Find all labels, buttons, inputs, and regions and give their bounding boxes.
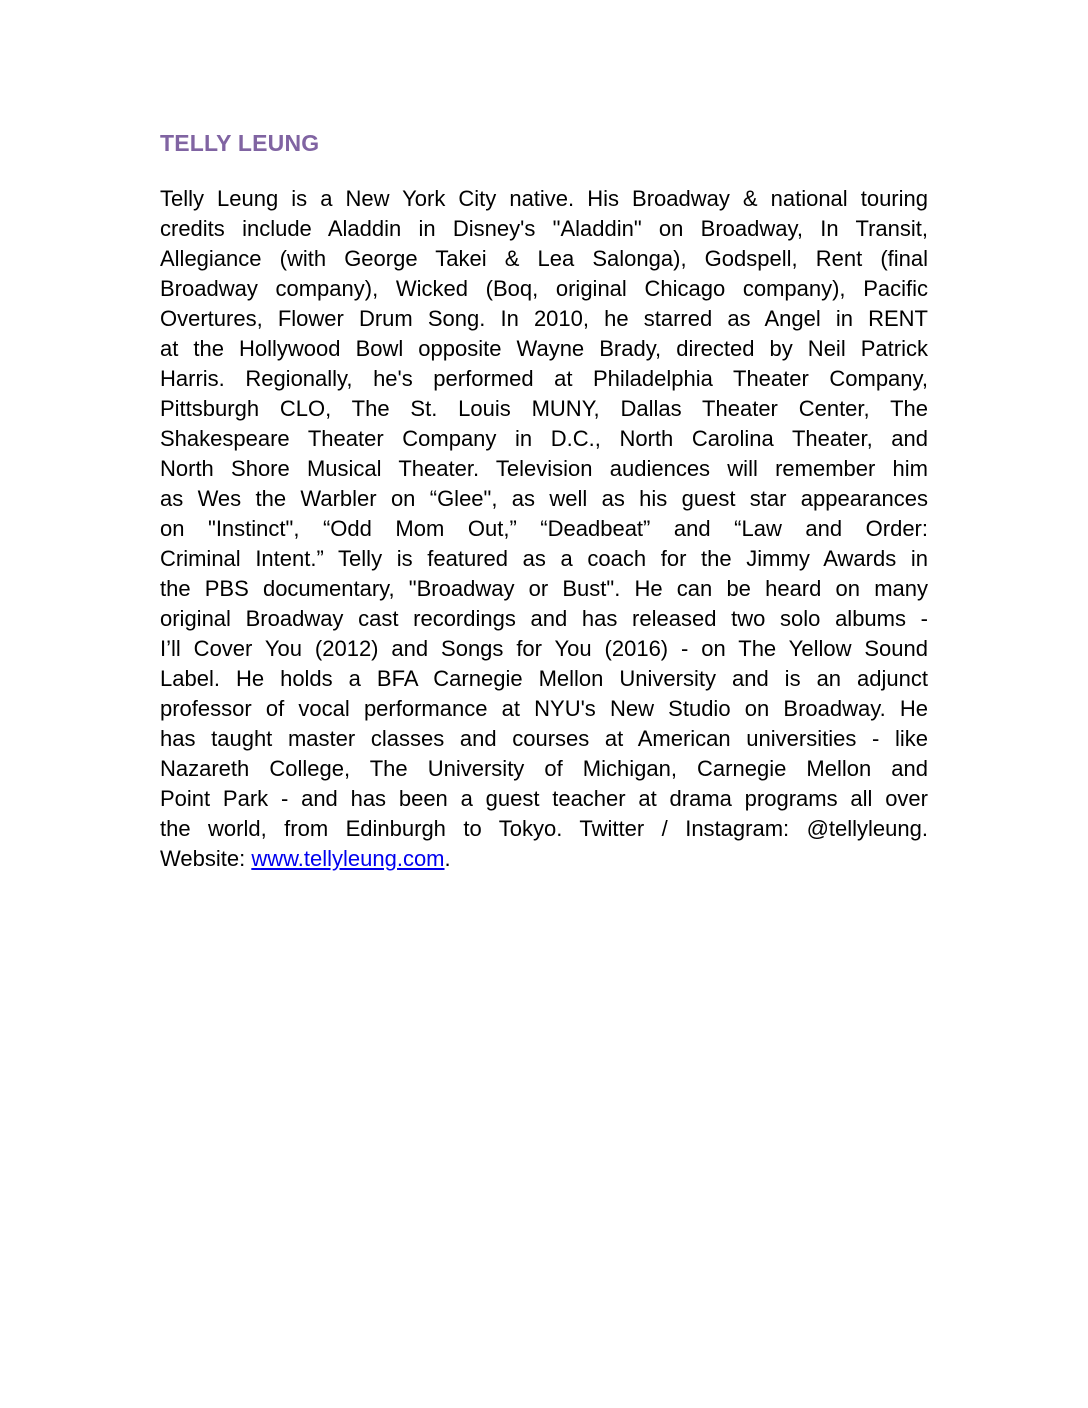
bio-line: original Broadway cast recordings and has released two solo albums - — [160, 606, 928, 631]
bio-line: Telly Leung is a New York City native. His Broadway & national touring — [160, 186, 928, 211]
bio-line: Broadway company), Wicked (Boq, original Chicago company), Pacific — [160, 276, 928, 301]
bio-line: credits include Aladdin in Disney's "Aladdin" on Broadway, In Transit, — [160, 216, 928, 241]
bio-line: Nazareth College, The University of Michigan, Carnegie Mellon and — [160, 756, 928, 781]
bio-line: on "Instinct", “Odd Mom Out,” “Deadbeat” and “Law and Order: — [160, 516, 928, 541]
bio-line: Harris. Regionally, he's performed at Philadelphia Theater Company, — [160, 366, 928, 391]
bio-line: professor of vocal performance at NYU's New Studio on Broadway. He — [160, 696, 928, 721]
website-suffix: . — [444, 846, 451, 871]
website-label: Website: — [160, 846, 252, 871]
bio-line: Label. He holds a BFA Carnegie Mellon University and is an adjunct — [160, 666, 928, 691]
bio-heading: TELLY LEUNG — [160, 130, 320, 156]
bio-line: has taught master classes and courses at American universities - like — [160, 726, 928, 751]
bio-paragraph — [160, 184, 928, 874]
bio-line: the world, from Edinburgh to Tokyo. Twitter / Instagram: @tellyleung. — [160, 816, 928, 841]
bio-line: Allegiance (with George Takei & Lea Salonga), Godspell, Rent (final — [160, 246, 928, 271]
bio-line: as Wes the Warbler on “Glee", as well as his guest star appearances — [160, 486, 928, 511]
bio-line: Overtures, Flower Drum Song. In 2010, he starred as Angel in RENT — [160, 306, 928, 331]
bio-line: the PBS documentary, "Broadway or Bust". He can be heard on many — [160, 576, 928, 601]
bio-line: I’ll Cover You (2012) and Songs for You (2016) - on The Yellow Sound — [160, 636, 928, 661]
bio-line: Pittsburgh CLO, The St. Louis MUNY, Dallas Theater Center, The — [160, 396, 928, 421]
bio-line: North Shore Musical Theater. Television audiences will remember him — [160, 456, 928, 481]
bio-line: Shakespeare Theater Company in D.C., North Carolina Theater, and — [160, 426, 928, 451]
website-link[interactable]: www.tellyleung.com — [251, 846, 445, 871]
bio-line: at the Hollywood Bowl opposite Wayne Brady, directed by Neil Patrick — [160, 336, 928, 361]
bio-line: Point Park - and has been a guest teacher at drama programs all over — [160, 786, 928, 811]
website-line — [160, 844, 928, 874]
bio-line: Criminal Intent.” Telly is featured as a coach for the Jimmy Awards in — [160, 546, 928, 571]
